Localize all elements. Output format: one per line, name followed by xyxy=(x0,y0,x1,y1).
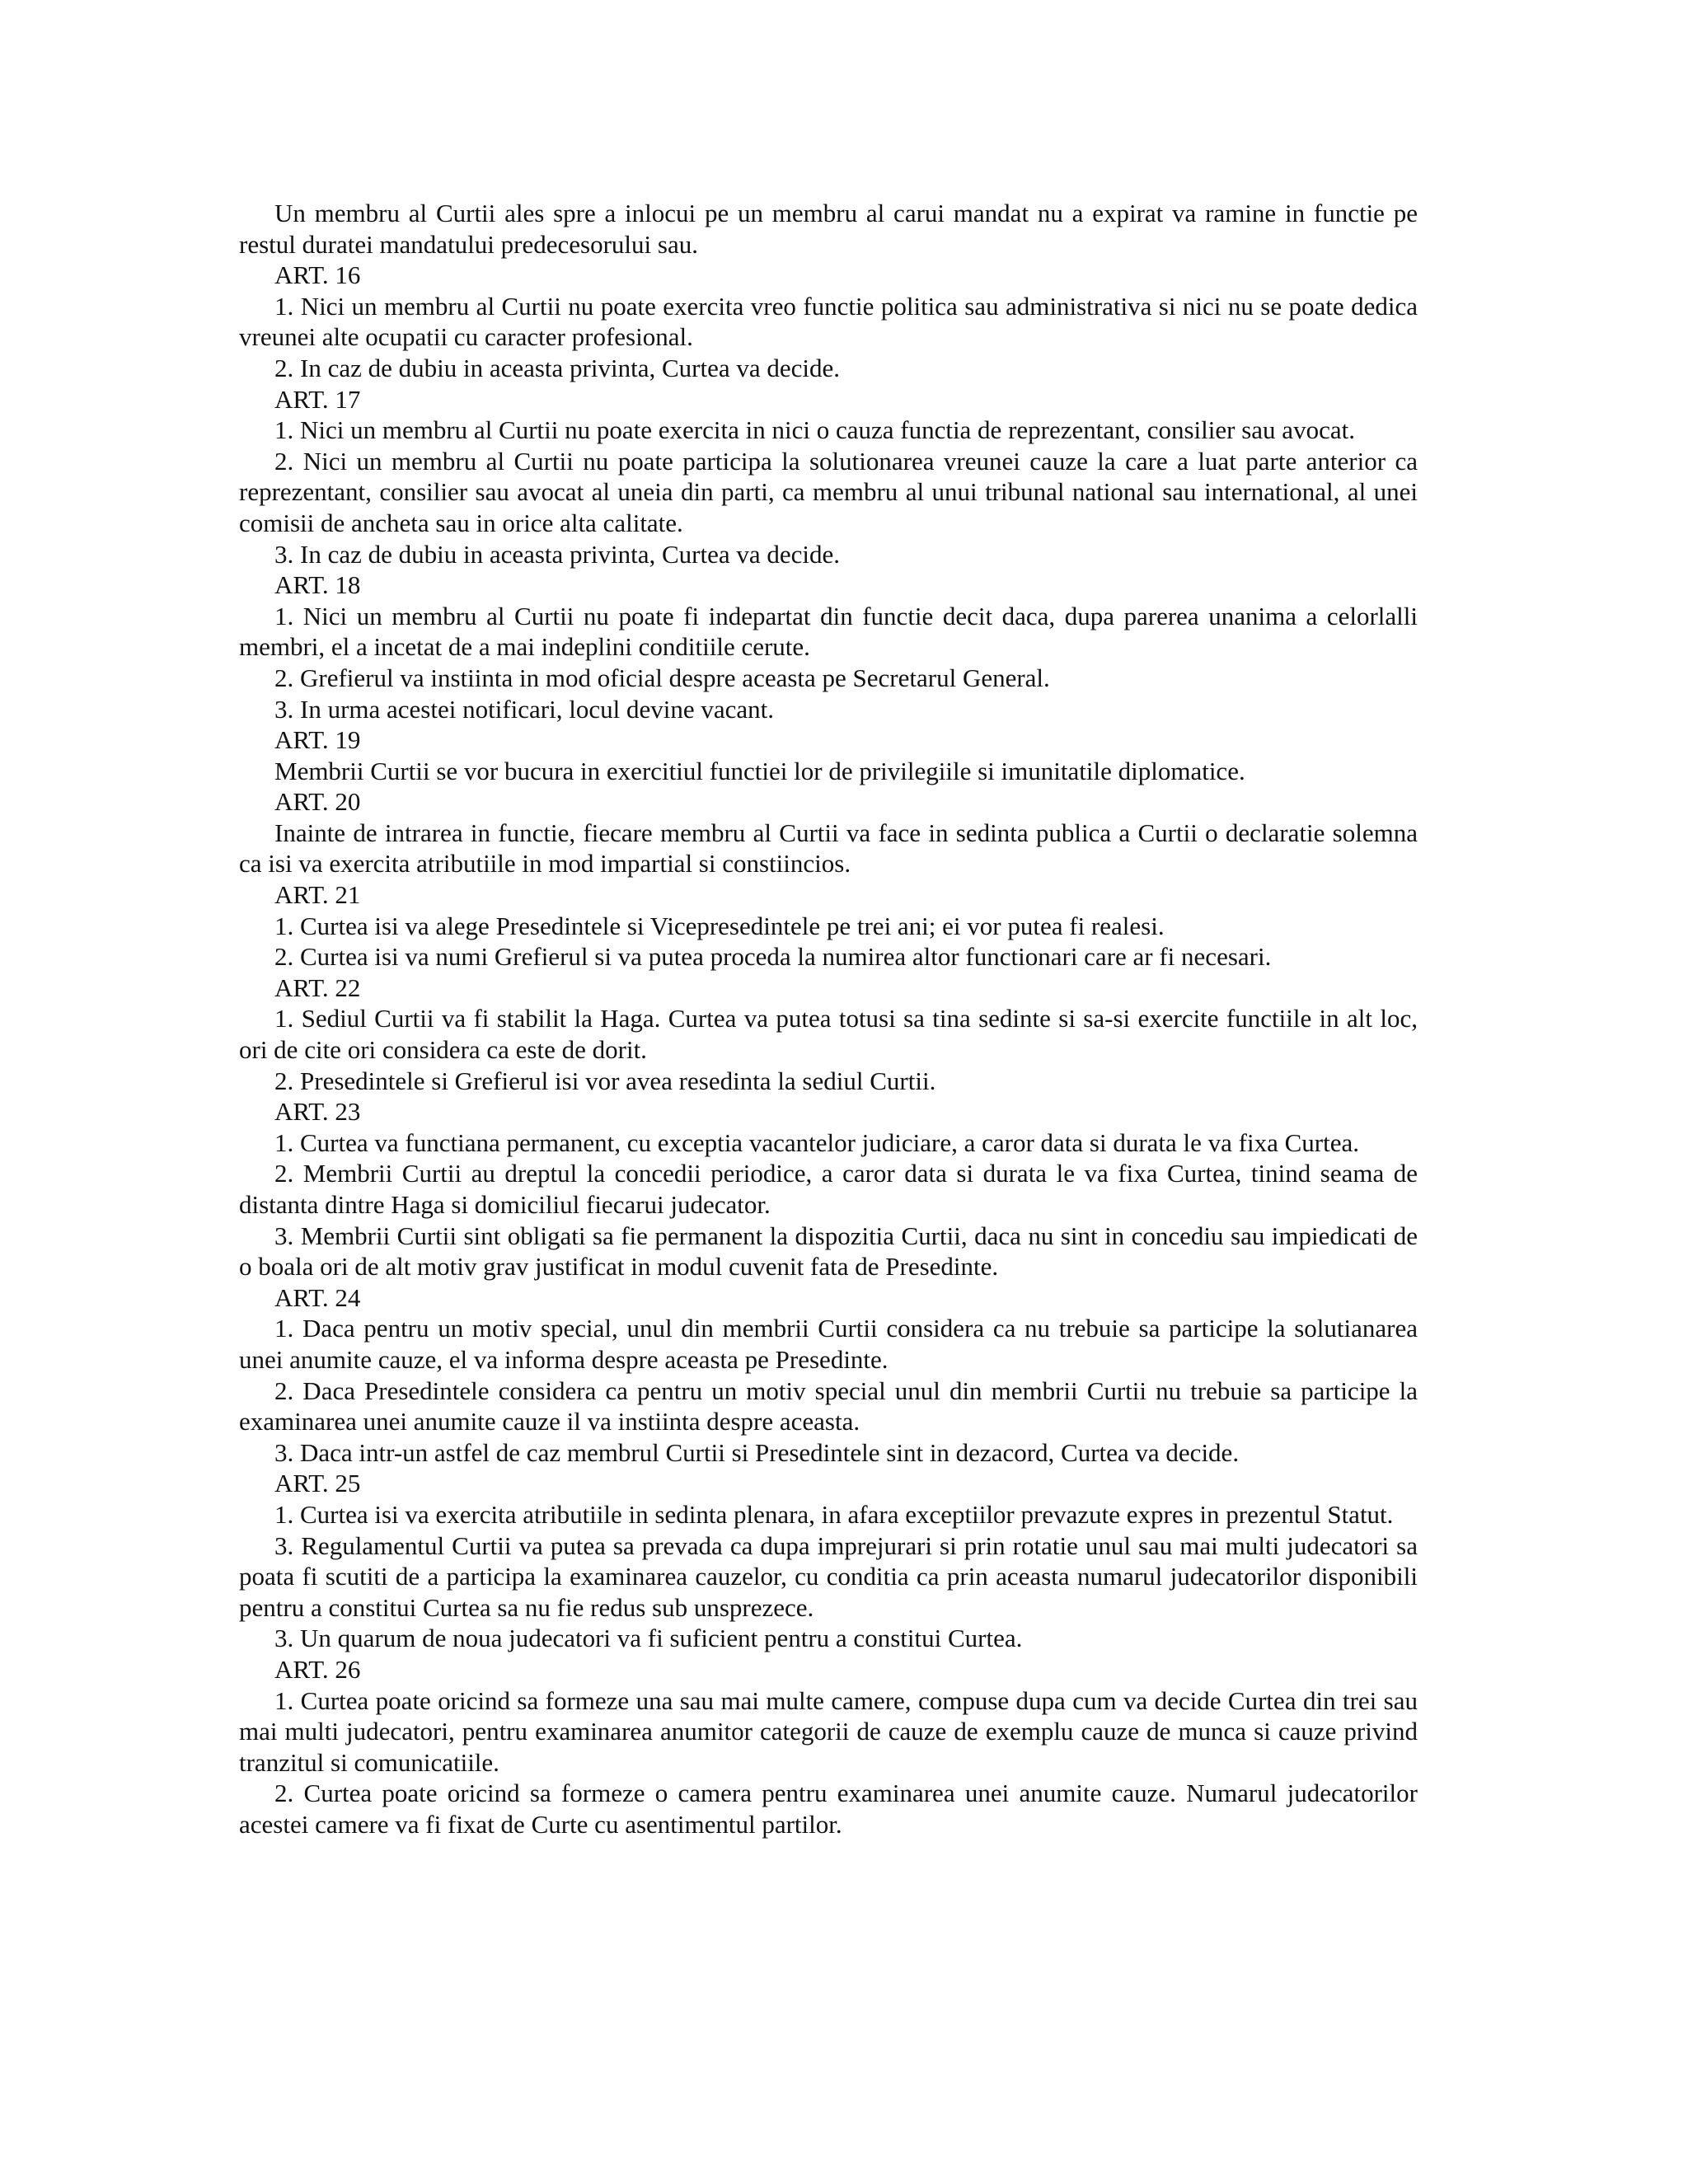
article-heading: ART. 26 xyxy=(274,1654,361,1684)
paragraph: 2. Membrii Curtii au dreptul la concedii periodice, a caror data si durata le va fixa Curtea, tinind seama de distanta dintre Haga si domiciliul fiecarui judecator. xyxy=(239,1159,1418,1219)
paragraph: 1. Daca pentru un motiv special, unul din membrii Curtii considera ca nu trebuie sa participe la solutianarea unei anumite cauze, el va informa despre aceasta pe Presedinte. xyxy=(239,1314,1418,1374)
article-heading: ART. 16 xyxy=(274,260,361,290)
paragraph: Un membru al Curtii ales spre a inlocui pe un membru al carui mandat nu a expirat va ramine in functie pe restul duratei mandatului predecesorului sau. xyxy=(239,199,1418,259)
article-heading: ART. 20 xyxy=(274,787,361,817)
paragraph: 2. Grefierul va instiinta in mod oficial despre aceasta pe Secretarul General. xyxy=(274,663,1050,692)
article-heading: ART. 24 xyxy=(274,1282,361,1312)
paragraph: 2. Daca Presedintele considera ca pentru un motiv special unul din membrii Curtii nu trebuie sa participe la examinarea unei anumite cauze il va instiinta despre aceasta. xyxy=(239,1376,1418,1436)
paragraph: 1. Nici un membru al Curtii nu poate exercita vreo functie politica sau administrativa si nici nu se poate dedica vreunei alte ocupatii cu caracter profesional. xyxy=(239,291,1418,352)
paragraph: 1. Nici un membru al Curtii nu poate exercita in nici o cauza functia de reprezentant, consilier sau avocat. xyxy=(274,415,1355,445)
article-heading: ART. 22 xyxy=(274,972,361,1002)
article-heading: ART. 25 xyxy=(274,1469,361,1498)
article-heading: ART. 19 xyxy=(274,725,361,755)
paragraph: 2. Curtea isi va numi Grefierul si va putea proceda la numirea altor functionari care ar fi necesari. xyxy=(274,942,1272,972)
paragraph: 1. Sediul Curtii va fi stabilit la Haga. Curtea va putea totusi sa tina sedinte si sa-si exercite functiile in alt loc, ori de cite ori considera ca este de dorit. xyxy=(239,1004,1418,1065)
article-heading: ART. 17 xyxy=(274,384,361,414)
paragraph: 3. In caz de dubiu in aceasta privinta, Curtea va decide. xyxy=(274,539,841,569)
paragraph: 1. Curtea poate oricind sa formeze una sau mai multe camere, compuse dupa cum va decide Curtea din trei sau mai multi judecatori, pentru examinarea anumitor categorii de cauze de exemplu cauze de munca si cauze privind tranzitul si comunicatiile. xyxy=(239,1685,1418,1777)
paragraph: Inainte de intrarea in functie, fiecare membru al Curtii va face in sedinta publica a Curtii o declaratie solemna ca isi va exercita atributiile in mod impartial si constiincios. xyxy=(239,818,1418,879)
paragraph: 3. Membrii Curtii sint obligati sa fie permanent la dispozitia Curtii, daca nu sint in concediu sau impiedicati de o boala ori de alt motiv grav justificat in modul cuvenit fata de Presedinte. xyxy=(239,1221,1418,1282)
article-heading: ART. 23 xyxy=(274,1097,361,1127)
paragraph: 3. In urma acestei notificari, locul devine vacant. xyxy=(274,694,774,724)
paragraph: 1. Curtea isi va alege Presedintele si Vicepresedintele pe trei ani; ei vor putea fi realesi. xyxy=(274,911,1165,940)
paragraph: 2. Presedintele si Grefierul isi vor avea resedinta la sediul Curtii. xyxy=(274,1066,936,1095)
article-heading: ART. 21 xyxy=(274,880,361,910)
paragraph: 3. Un quarum de noua judecatori va fi suficient pentru a constitui Curtea. xyxy=(274,1624,1023,1653)
paragraph: 1. Curtea va functiana permanent, cu exceptia vacantelor judiciare, a caror data si durata le va fixa Curtea. xyxy=(274,1127,1359,1157)
paragraph: 1. Curtea isi va exercita atributiile in sedinta plenara, in afara exceptiilor prevazute expres in prezentul Statut. xyxy=(274,1499,1394,1529)
article-heading: ART. 18 xyxy=(274,570,361,600)
paragraph: 1. Nici un membru al Curtii nu poate fi indepartat din functie decit daca, dupa parerea unanima a celorlalli membri, el a incetat de a mai indeplini conditiile cerute. xyxy=(239,601,1418,662)
document-body xyxy=(239,198,1418,1840)
paragraph: 2. In caz de dubiu in aceasta privinta, Curtea va decide. xyxy=(274,353,841,382)
paragraph: Membrii Curtii se vor bucura in exercitiul functiei lor de privilegiile si imunitatile diplomatice. xyxy=(274,756,1245,785)
paragraph: 3. Regulamentul Curtii va putea sa prevada ca dupa imprejurari si prin rotatie unul sau mai multi judecatori sa poata fi scutiti de a participa la examinarea cauzelor, cu conditia ca prin aceasta numarul judecatorilor disponibili pentru a constitui Curtea sa nu fie redus sub unsprezece. xyxy=(239,1530,1418,1622)
paragraph: 3. Daca intr-un astfel de caz membrul Curtii si Presedintele sint in dezacord, Curtea va decide. xyxy=(274,1437,1240,1467)
paragraph: 2. Curtea poate oricind sa formeze o camera pentru examinarea unei anumite cauze. Numarul judecatorilor acestei camere va fi fixat de Curte cu asentimentul partilor. xyxy=(239,1779,1418,1839)
paragraph: 2. Nici un membru al Curtii nu poate participa la solutionarea vreunei cauze la care a luat parte anterior ca reprezentant, consilier sau avocat al uneia din parti, ca membru al unui tribunal national sau international, al unei comisii de ancheta sau in orice alta calitate. xyxy=(239,446,1418,537)
